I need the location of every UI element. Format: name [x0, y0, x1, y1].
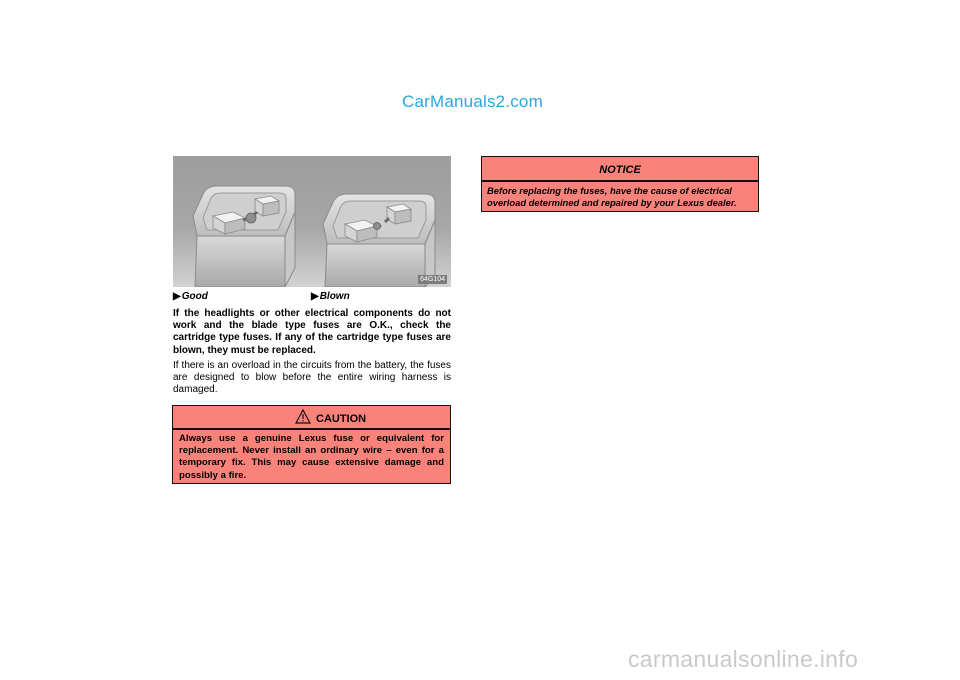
- caution-divider: [173, 428, 450, 430]
- triangle-right-icon: ▶: [311, 291, 319, 302]
- notice-box: [481, 156, 759, 212]
- caution-box: [172, 405, 451, 484]
- watermark-carmanualsonline: carmanualsonline.info: [628, 646, 859, 672]
- caption-good: [173, 291, 208, 302]
- caution-text: Always use a genuine Lexus fuse or equivalent for replacement. Never install an ordinary wire – even for a temporary fix. This may cause extensive damage and possibly a fire.: [179, 433, 444, 481]
- warning-triangle-icon: [295, 409, 311, 424]
- caution-header: [173, 406, 450, 428]
- cartridge-fuse-illustration: [173, 156, 451, 287]
- cartridge-fuse-instructions: If the headlights or other electrical components do not work and the blade type fuses are O.K., check the cartridge type fuses. If any of the cartridge type fuses are blown, they must be replaced.: [173, 308, 451, 356]
- figure-code: 64G104: [420, 276, 445, 283]
- fuse-blown: [323, 194, 435, 287]
- overload-explanation: If there is an overload in the circuits from the battery, the fuses are designed to blow before the entire wiring harness is damaged.: [173, 360, 451, 396]
- fuse-good: [193, 186, 295, 287]
- caption-good-label: Good: [181, 291, 208, 302]
- caution-title: CAUTION: [316, 413, 367, 425]
- watermark-carmanuals2: CarManuals2.com: [402, 92, 543, 111]
- caption-blown-label: Blown: [319, 291, 350, 302]
- fuse-drawing: [173, 156, 451, 287]
- figure-captions: [173, 291, 451, 305]
- notice-title: NOTICE: [599, 164, 641, 176]
- triangle-right-icon: ▶: [173, 291, 181, 302]
- notice-text: Before replacing the fuses, have the cause of electrical overload determined and repaired by your Lexus dealer.: [487, 185, 737, 208]
- caption-blown: [311, 291, 350, 302]
- notice-divider: [482, 180, 758, 182]
